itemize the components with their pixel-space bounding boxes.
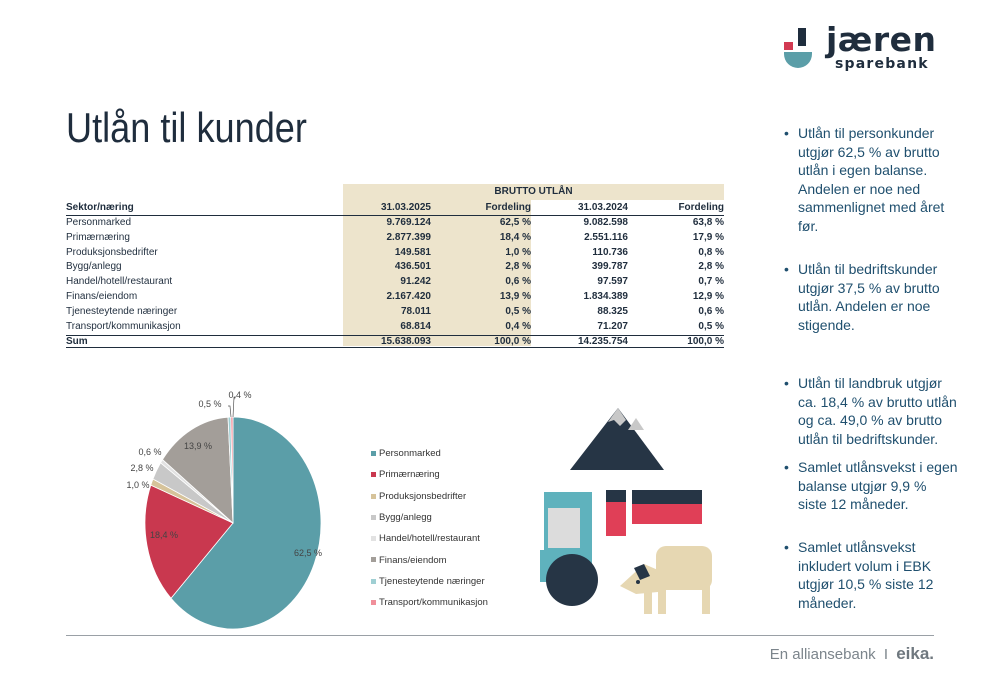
farm-illustration [540,400,730,620]
bullet-text: Utlån til personkunder utgjør 62,5 % av brutto utlån i egen balanse. Andelen er noe ned sammenlignet med året før. [798,125,945,234]
legend-item [371,512,432,523]
table-header-row-cell-4: Fordeling [678,202,724,213]
pie-data-label-3: 2,8 % [130,463,154,473]
cow-icon [620,546,712,614]
bullet-dot-icon: • [784,125,789,141]
legend-label: Produksjonsbedrifter [379,490,467,502]
table-row-cell-4: 12,9 % [692,291,724,302]
table-row-cell-3: 399.787 [591,261,628,273]
table-row-cell-1: 78.011 [400,305,431,317]
bullet-dot-icon: • [784,459,789,475]
table-row-cell-3: 2.551.116 [584,231,628,243]
pie-leader-1 [233,397,236,417]
legend-label: Primærnæring [379,469,440,481]
legend-label: Tjenesteytende næringer [379,575,485,587]
table-row-cell-4: 0,7 % [698,276,724,288]
table-row-cell-1: 68.814 [400,320,431,332]
pie-chart [110,380,350,640]
table-row-cell-1: 2.167.420 [386,291,431,302]
table-row-cell-0: Handel/hotell/restaurant [66,276,173,288]
bank-logo [782,20,942,74]
table-row-cell-0: Finans/eiendom [66,291,138,302]
legend-label: Finans/eiendom [379,554,447,566]
table-row-cell-2: 18,4 % [499,231,531,243]
legend-swatch [371,579,376,584]
bullet-text: Utlån til bedriftskunder utgjør 37,5 % av brutto utlån. Andelen er noe stigende. [798,261,940,333]
table-sum-row-cell-2: 100,0 % [494,336,531,347]
table-row-cell-0: Transport/kommunikasjon [66,320,181,332]
pie-data-label-0: 62,5 % [293,548,323,558]
legend-swatch [371,451,376,456]
pie-data-label-1: 18,4 % [149,530,179,540]
table-sum-row-cell-3: 14.235.754 [577,336,628,347]
table-row-cell-0: Produksjonsbedrifter [66,246,158,258]
footer [770,644,934,664]
table-row-cell-0: Bygg/anlegg [66,261,122,273]
table-row [66,276,724,290]
table-row-cell-2: 0,5 % [505,305,531,317]
table-row-cell-1: 2.877.399 [386,231,431,243]
table-sum-row-cell-0: Sum [66,336,88,347]
table-row-cell-4: 0,5 % [698,320,724,332]
pie-data-label-2: 1,0 % [126,480,150,490]
table-row-cell-2: 1,0 % [505,246,531,258]
bullet-text: Samlet utlånsvekst inkludert volum i EBK utgjør 10,5 % siste 12 måneder. [798,539,934,611]
table-row-cell-2: 0,6 % [505,276,531,288]
table-row-cell-3: 88.325 [597,305,628,317]
bullet-dot-icon: • [784,261,789,277]
logo-mark-icon [782,26,822,70]
legend-item [371,469,440,480]
tractor-icon [540,492,598,606]
table-row-cell-3: 9.082.598 [583,217,628,228]
bullet-text: Utlån til landbruk utgjør ca. 18,4 % av brutto utlån og ca. 49,0 % av brutto utlån til bedriftskunder. [798,375,957,447]
table-row-cell-0: Primærnæring [66,231,130,243]
logo-sub-text: sparebank [835,56,929,72]
table-row-cell-3: 71.207 [597,320,628,332]
footer-divider [66,635,934,636]
table-bottom-divider [66,347,724,348]
footer-separator: I [883,646,889,663]
table-row-cell-2: 0,4 % [505,320,531,332]
table-group-header: BRUTTO UTLÅN [494,186,573,197]
legend-swatch [371,536,376,541]
mountain-icon [570,408,664,470]
legend-label: Personmarked [379,448,441,459]
table-row [66,306,724,320]
table-row-cell-1: 91.242 [400,276,431,288]
table-header-row-cell-2: Fordeling [485,202,531,213]
bullet-dot-icon: • [784,539,789,555]
legend-item [371,576,485,587]
table-sum-row-cell-4: 100,0 % [687,336,724,347]
table-row [66,232,724,246]
barn-icon [606,490,702,536]
legend-label: Handel/hotell/restaurant [379,533,480,545]
legend-item [371,533,480,544]
eika-logo: eika. [896,644,934,663]
legend-item [371,555,447,566]
table-row [66,247,724,261]
pie-data-label-5: 13,9 % [183,441,213,451]
page-title: Utlån til kunder [66,104,307,151]
legend-item [371,597,488,608]
table-row-cell-3: 97.597 [597,276,628,288]
table-header-row [66,202,724,216]
table-row-cell-1: 436.501 [394,261,431,273]
legend-label: Bygg/anlegg [379,511,432,523]
table-row-cell-2: 13,9 % [499,291,531,302]
table-row-cell-4: 0,6 % [698,305,724,317]
legend-item [371,491,466,502]
pie-data-label-6: 0,5 % [198,399,222,409]
table-header-row-cell-1: 31.03.2025 [380,202,431,213]
table-row-cell-4: 17,9 % [692,231,724,243]
logo-brand-text: jæren [826,20,937,59]
table-row-cell-2: 2,8 % [505,261,531,273]
table-header-divider [66,215,724,216]
legend-label: Transport/kommunikasjon [379,597,488,609]
table-row-cell-0: Tjenesteytende næringer [66,305,178,317]
legend-item [371,448,441,459]
legend-swatch [371,557,376,562]
table-header-row-cell-3: 31.03.2024 [577,202,628,213]
pie-leader-0 [228,406,231,417]
table-row-cell-3: 110.736 [592,246,628,258]
legend-swatch [371,600,376,605]
table-row [66,261,724,275]
bullet-dot-icon: • [784,375,789,391]
pie-data-label-7: 0,4 % [228,390,252,400]
table-row [66,291,724,305]
table-header-row-cell-0: Sektor/næring [66,202,134,213]
table-row [66,321,724,335]
table-row-cell-0: Personmarked [66,217,132,228]
table-row-cell-4: 0,8 % [698,246,724,258]
table-row-cell-1: 149.581 [394,246,431,258]
footer-text: En alliansebank [769,646,876,663]
table-row-cell-4: 2,8 % [698,261,724,273]
bullet-text: Samlet utlånsvekst i egen balanse utgjør 9,9 % siste 12 måneder. [798,459,958,512]
table-row [66,217,724,231]
pie-data-label-4: 0,6 % [138,447,162,457]
table-row-cell-2: 62,5 % [499,217,531,228]
legend-swatch [371,472,376,477]
table-row-cell-1: 9.769.124 [386,217,431,228]
table-sum-row-cell-1: 15.638.093 [380,336,431,347]
table-row-cell-4: 63,8 % [692,217,724,228]
legend-swatch [371,515,376,520]
legend-swatch [371,494,376,499]
table-row-cell-3: 1.834.389 [583,291,628,302]
